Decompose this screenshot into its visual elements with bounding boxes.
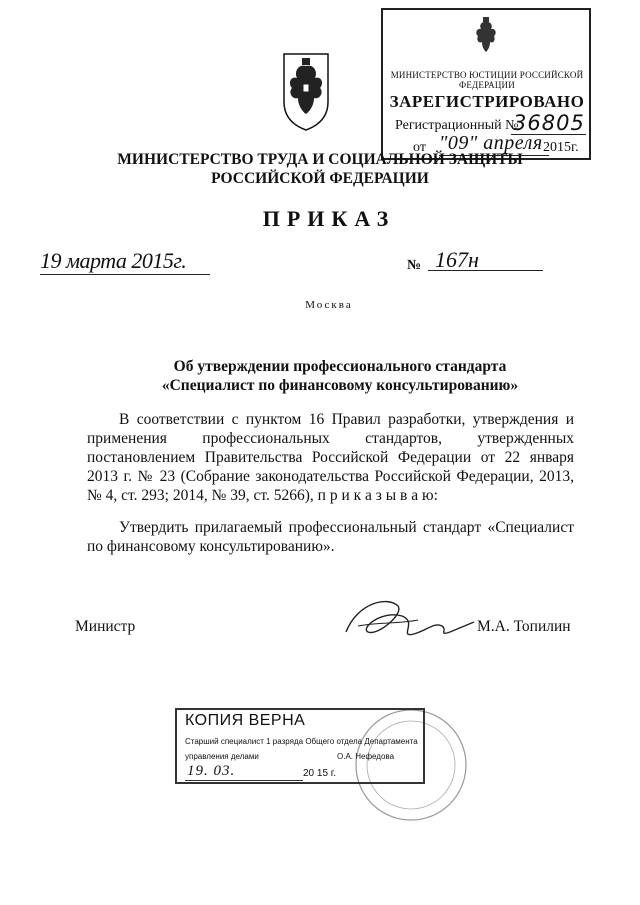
order-date: 19 марта 2015г. — [40, 248, 187, 273]
order-number-underline — [428, 270, 543, 271]
reg-stamp-ministry: МИНИСТЕРСТВО ЮСТИЦИИ РОССИЙСКОЙ ФЕДЕРАЦИИ — [390, 70, 584, 90]
reg-stamp-emblem — [469, 16, 503, 56]
city: Москва — [305, 299, 353, 311]
reg-number-value: 36805 — [513, 111, 585, 135]
registration-stamp — [381, 8, 591, 160]
order-subject — [80, 357, 600, 395]
true-copy-stamp — [175, 708, 425, 784]
subject-line-2: «Специалист по финансовому консультированию» — [161, 377, 519, 394]
copy-stamp-position-1: Старший специалист 1 разряда Общего отдела Департамента — [185, 737, 418, 746]
reg-date-value: "09" апреля — [439, 132, 543, 154]
document-title: ПРИКАЗ — [262, 206, 396, 231]
copy-stamp-date: 19. 03. — [187, 763, 236, 779]
issuing-ministry — [100, 150, 540, 188]
copy-stamp-year: 20 15 г. — [303, 768, 337, 779]
reg-stamp-status: ЗАРЕГИСТРИРОВАНО — [389, 92, 585, 111]
order-number: 167н — [435, 247, 479, 272]
reg-date-prefix: от — [413, 140, 426, 155]
ministry-line-2: РОССИЙСКОЙ ФЕДЕРАЦИИ — [211, 170, 429, 187]
copy-stamp-position-2: управления делами — [185, 752, 259, 761]
coat-of-arms-emblem — [270, 50, 342, 132]
ministry-line-1: МИНИСТЕРСТВО ТРУДА И СОЦИАЛЬНОЙ ЗАЩИТЫ — [117, 151, 523, 168]
order-number-label: № — [407, 258, 422, 273]
body-paragraph-2: Утвердить прилагаемый профессиональный стандарт «Специалист по финансовому консультированию». — [87, 519, 574, 555]
copy-stamp-title: КОПИЯ ВЕРНА — [185, 712, 306, 729]
subject-line-1: Об утверждении профессионального стандарта — [173, 358, 507, 375]
copy-stamp-name: О.А. Нефедова — [337, 752, 395, 761]
copy-stamp-date-underline — [185, 780, 303, 781]
signatory-position: Министр — [75, 618, 136, 635]
handwritten-signature — [338, 592, 478, 652]
reg-year: 2015г. — [543, 140, 579, 155]
order-date-underline — [40, 274, 210, 275]
reg-number-label: Регистрационный № — [395, 118, 519, 133]
signatory-name: М.А. Топилин — [477, 618, 571, 635]
body-paragraph-1: В соответствии с пунктом 16 Правил разработки, утверждения и применения профессиональных стандартов, утвержденных постановлением Правительства Российской Федерации от 22 января 2013 г. № 23 (Собрание законодательства Российской Федерации, 2013, № 4, ст. 293; 2014, № 39, ст. 5266), п р и к а з ы в а ю: — [87, 411, 574, 504]
